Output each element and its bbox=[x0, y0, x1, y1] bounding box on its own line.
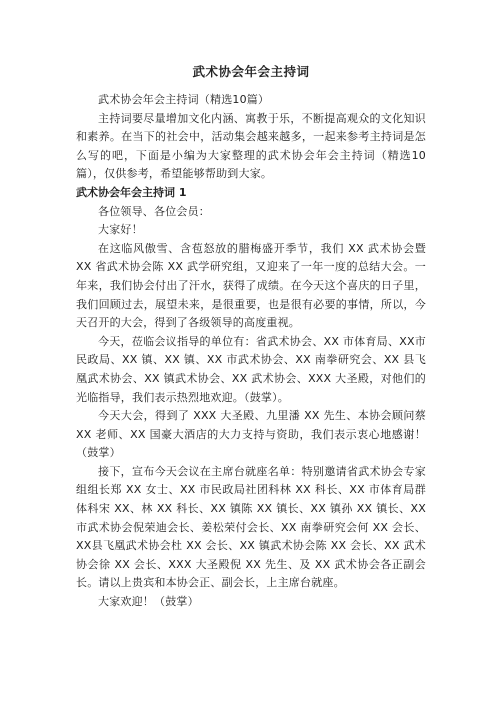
section-heading: 武术协会年会主持词 1 bbox=[76, 185, 187, 199]
subtitle-paragraph: 武术协会年会主持词（精选10篇） bbox=[98, 93, 270, 106]
document-title: 武术协会年会主持词 bbox=[192, 64, 310, 79]
welcome-paragraph: 大家欢迎！（鼓掌） bbox=[98, 595, 199, 609]
hello-paragraph: 大家好！ bbox=[98, 223, 143, 237]
guests-paragraph: 今天，莅临会议指导的单位有：省武术协会、XX 市体育局、XX市民政局、XX 镇、XX 镇、XX 市武术协会、XX 南拳研究会、XX 县飞凰武术协会、XX 镇武术协会、XX 武术协会、XXX 大圣殿，对他们的光临指导，我们表示热烈地欢迎。（鼓掌）。 bbox=[76, 334, 426, 404]
opening-paragraph: 在这临风傲雪、含苞怒放的腊梅盛开季节，我们 XX 武术协会暨XX 省武术协会陈 XX 武学研究组，又迎来了一年一度的总结大会。一年来，我们协会付出了汗水，获得了成绩。在今天这个喜庆的日子里，我们回顾过去，展望未来，是很重要，也是很有必要的事情，所以，今天召开的大会，得到了各级领导的高度重视。 bbox=[76, 241, 426, 330]
thanks-paragraph: 今天大会，得到了 XXX 大圣殿、九里潘 XX 先生、本协会顾问蔡XX 老师、XX 国豪大酒店的大力支持与资助，我们表示衷心地感谢！（鼓掌） bbox=[76, 409, 426, 460]
seating-paragraph: 接下，宣布今天会议在主席台就座名单：特别邀请省武术协会专家组组长郑 XX 女士、XX 市民政局社团科林 XX 科长、XX 市体育局群体科宋 XX、林 XX 科长、XX 镇陈 XX 镇长、XX 镇孙 XX 镇长、XX 市武术协会倪荣迪会长、姜松荣付会长、XX 南拳研究会何 XX 会长、XX县飞凰武术协会杜 XX 会长、XX 镇武术协会陈 XX 会长、XX 武术协会徐 XX 会长、XXX 大圣殿倪 XX 先生、及 XX 武术协会各正副会长。请以上贵宾和本协会正、副会长，上主席台就座。 bbox=[76, 464, 426, 590]
greeting-paragraph: 各位领导、各位会员： bbox=[98, 204, 210, 218]
intro-paragraph: 主持词要尽量增加文化内涵、寓教于乐，不断提高观众的文化知识和素养。在当下的社会中，活动集会越来越多，一起来参考主持词是怎么写的吧，下面是小编为大家整理的武术协会年会主持词（精选10篇），仅供参考，希望能够帮助到大家。 bbox=[76, 111, 426, 181]
